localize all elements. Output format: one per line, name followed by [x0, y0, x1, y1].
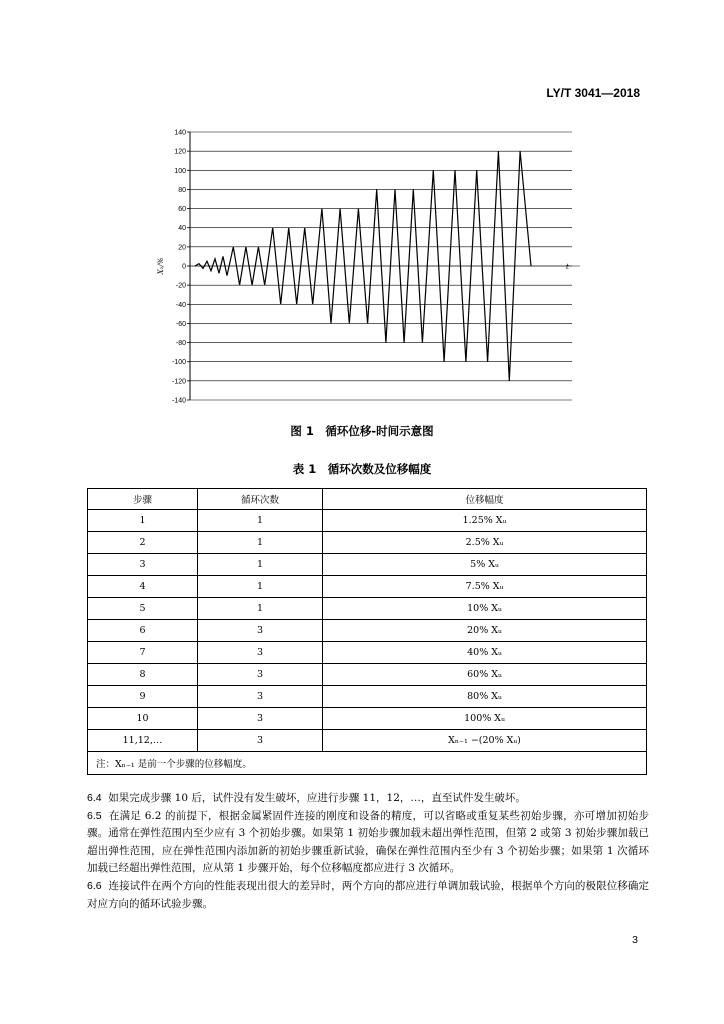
header-cycles: 循环次数: [198, 489, 323, 510]
y-tick-label: -40: [175, 301, 186, 309]
cell-step: 7: [88, 642, 198, 664]
cell-step: 2: [88, 532, 198, 554]
cell-amplitude: 2.5% Xᵤ: [323, 532, 647, 554]
paragraph-6-5: [87, 808, 649, 878]
y-axis-label: X₁/%: [157, 257, 165, 275]
para-num: 6.6: [87, 879, 102, 892]
table-caption: 表 1 循环次数及位移幅度: [292, 462, 432, 476]
y-tick-label: 140: [174, 129, 186, 137]
cell-cycles: 1: [198, 554, 323, 576]
y-tick-label: -120: [171, 378, 186, 386]
cell-step: 5: [88, 598, 198, 620]
table-row: [88, 642, 647, 664]
paragraph-6-6: [87, 878, 649, 913]
cell-step: 9: [88, 686, 198, 708]
cell-step: 1: [88, 510, 198, 532]
para-num: 6.5: [87, 809, 102, 822]
table-row: [88, 576, 647, 598]
table-row: [88, 620, 647, 642]
y-tick-label: 40: [178, 225, 186, 233]
y-tick-label: -60: [175, 320, 186, 328]
table-header-row: [88, 489, 647, 510]
cell-cycles: 3: [198, 730, 323, 752]
cell-step: 10: [88, 708, 198, 730]
y-tick-label: -20: [175, 282, 186, 290]
x-axis-label: t: [566, 263, 569, 271]
body-text: [87, 790, 649, 913]
y-tick-label: 0: [182, 263, 186, 271]
standard-code: LY/T 3041—2018: [546, 86, 640, 100]
cell-amplitude: 20% Xᵤ: [323, 620, 647, 642]
cycle-table: [87, 488, 647, 775]
table-row: [88, 708, 647, 730]
para-num: 6.4: [87, 792, 102, 804]
cell-amplitude: Xₙ₋₁ −(20% Xᵤ): [323, 730, 647, 752]
header-step: 步骤: [88, 489, 198, 510]
y-tick-label: -140: [171, 397, 186, 405]
y-tick-label: 20: [178, 244, 186, 252]
cell-amplitude: 5% Xᵤ: [323, 554, 647, 576]
cell-amplitude: 100% Xᵤ: [323, 708, 647, 730]
cell-cycles: 1: [198, 532, 323, 554]
page-number: 3: [632, 934, 638, 946]
cyclic-displacement-chart: [150, 122, 580, 412]
table-row: [88, 510, 647, 532]
y-tick-label: 100: [174, 167, 186, 175]
cell-step: 6: [88, 620, 198, 642]
cell-cycles: 1: [198, 598, 323, 620]
table-row: [88, 554, 647, 576]
table-row: [88, 532, 647, 554]
y-tick-label: 80: [178, 186, 186, 194]
cell-amplitude: 7.5% Xᵤ: [323, 576, 647, 598]
para-text: 如果完成步骤 10 后，试件没有发生破坏，应进行步骤 11，12，…，直至试件发生破坏。: [108, 792, 526, 804]
cell-step: 4: [88, 576, 198, 598]
cell-amplitude: 80% Xᵤ: [323, 686, 647, 708]
cell-cycles: 3: [198, 664, 323, 686]
cell-cycles: 3: [198, 642, 323, 664]
cell-step: 8: [88, 664, 198, 686]
cell-cycles: 1: [198, 510, 323, 532]
y-tick-label: 60: [178, 206, 186, 214]
table-body: [88, 510, 647, 752]
cell-amplitude: 10% Xᵤ: [323, 598, 647, 620]
chart-svg: [150, 122, 580, 412]
figure-caption: 图 1 循环位移-时间示意图: [290, 424, 434, 438]
para-text: 连接试件在两个方向的性能表现出很大的差异时，两个方向的都应进行单调加载试验，根据单个方向的极限位移确定对应方向的循环试验步骤。: [87, 879, 650, 910]
cell-cycles: 3: [198, 620, 323, 642]
cell-cycles: 3: [198, 686, 323, 708]
cell-step: 11,12,…: [88, 730, 198, 752]
table-row: [88, 730, 647, 752]
cell-cycles: 1: [198, 576, 323, 598]
cell-amplitude: 1.25% Xᵤ: [323, 510, 647, 532]
y-tick-label: -80: [175, 340, 186, 348]
para-text: 在满足 6.2 的前提下，根据金属紧固件连接的刚度和设备的精度，可以省略或重复某些初始步骤，亦可增加初始步骤。通常在弹性范围内至少应有 3 个初始步骤。如果第 1 初始步骤加载未超出弹性范围，但第 2 或第 3 初始步骤加载已超出弹性范围，应在弹性范围内添加新的初始步骤重新试验，确保在弹性范围内至少有 3 个初始步骤；如果第 1 次循环加载已经超出弹性范围，应从第 1 步骤开始，每个位移幅度都应进行 3 次循环。: [87, 809, 649, 875]
table-note: 注：Xₙ₋₁ 是前一个步骤的位移幅度。: [88, 752, 647, 775]
y-tick-label: -100: [171, 359, 186, 367]
y-tick-label: 120: [174, 148, 186, 156]
table-row: [88, 664, 647, 686]
cell-amplitude: 40% Xᵤ: [323, 642, 647, 664]
cell-cycles: 3: [198, 708, 323, 730]
paragraph-6-4: [87, 790, 649, 808]
table-note-row: [88, 752, 647, 775]
cell-step: 3: [88, 554, 198, 576]
table-row: [88, 598, 647, 620]
cell-amplitude: 60% Xᵤ: [323, 664, 647, 686]
header-amplitude: 位移幅度: [323, 489, 647, 510]
table-row: [88, 686, 647, 708]
